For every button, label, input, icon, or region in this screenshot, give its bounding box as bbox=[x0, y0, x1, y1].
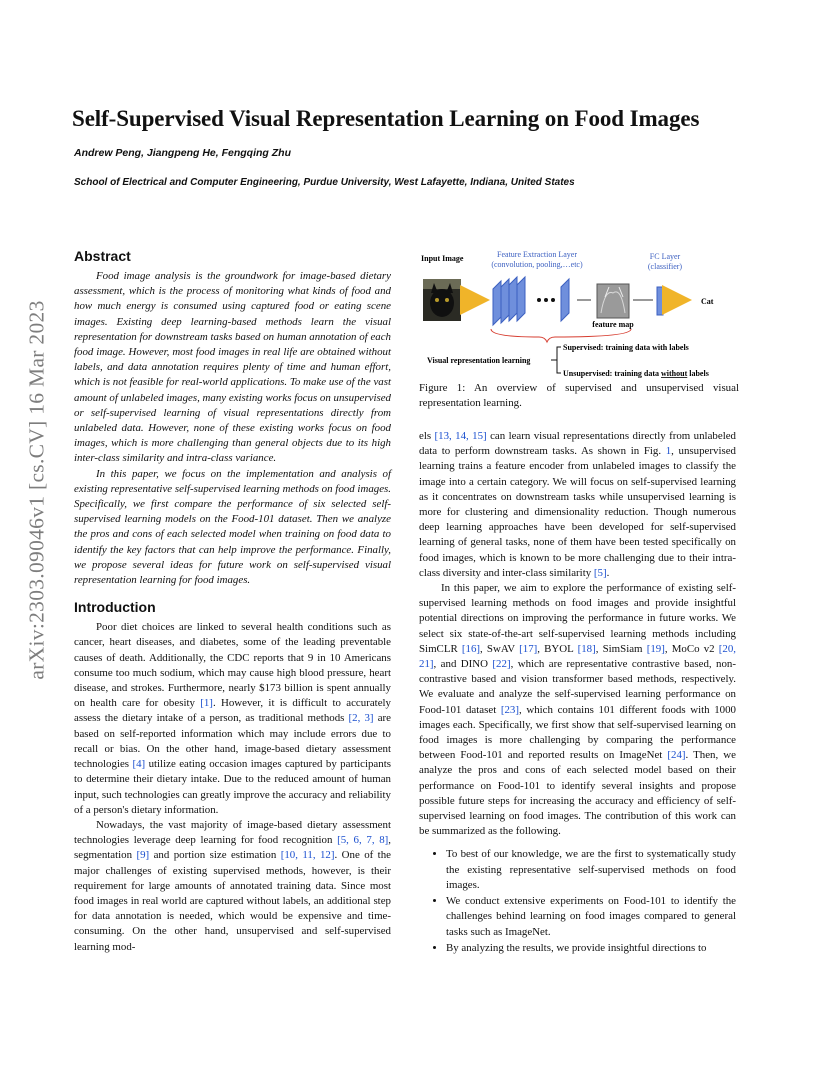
vrl-label: Visual representation learning bbox=[427, 356, 531, 365]
intro-paragraph-1: Poor diet choices are linked to several health conditions such as cancer, heart diseases, and diabetes, some of the leading preventable causes of death. Additionally, the CDC reports that 9 in 10 Americans consume too much sodium, which may cause high blood pressure, heart disease, and strokes. Furthermore, nearly $173 billion is spent annually on health care for obesity [1]. However, it is difficult to accurately assess the dietary intake of a person, as traditional methods [2, 3] are based on self-reported information which may include errors due to recall or bias. On the other hand, image-based dietary assessment technologies [4] utilize eating occasion images captured by participants to determine their dietary intake. Due to the reduced amount of human input, such technologies can greatly improve the accuracy and reliability of a person's dietary information. bbox=[74, 621, 391, 816]
feature-extraction-label: Feature Extraction Layer bbox=[497, 250, 577, 259]
right-column bbox=[419, 429, 736, 957]
bracket-curve bbox=[491, 329, 631, 342]
figure-1-diagram bbox=[419, 247, 739, 382]
citation-link[interactable]: [19] bbox=[646, 642, 665, 655]
citation-link[interactable]: [16] bbox=[461, 642, 481, 655]
figure-1-caption: Figure 1: An overview of supervised and unsupervised visual representation learning. bbox=[419, 382, 739, 409]
citation-link[interactable]: [10, 11, 12] bbox=[280, 849, 335, 862]
citation-link[interactable]: [1] bbox=[200, 697, 213, 710]
abstract-body bbox=[74, 269, 391, 588]
citation-link[interactable]: [5, 6, 7, 8] bbox=[337, 834, 389, 847]
arxiv-stamp bbox=[20, 280, 54, 700]
figure-1 bbox=[419, 247, 739, 382]
introduction-body bbox=[74, 620, 391, 954]
citation-link[interactable]: [20, 21] bbox=[419, 642, 736, 671]
contribution-item: • By analyzing the results, we provide insightful directions to bbox=[446, 941, 736, 956]
fc-layer-label: FC Layer bbox=[649, 252, 681, 261]
feature-map bbox=[597, 284, 629, 318]
right-paragraph-1: els [13, 14, 15] can learn visual representations directly from unlabeled data to perform downstream tasks. As shown in Fig. 1, unsupervised learning trains a feature encoder from unlabeled images to classify the image into a certain category. We will focus on self-supervised learning as it concentrates on downstream tasks while unsupervised learning is more for clustering and dimensionality reduction. Though numerous deep learning approaches have been developed for self-supervised learning of general tasks, none of them have been tested specifically on food images, which is known to be more challenging due to their intra-class diversity and inter-class similarity [5]. bbox=[419, 430, 737, 579]
paper-affiliation: School of Electrical and Computer Engineering, Purdue University, West Lafayette, Indiana, United States bbox=[74, 177, 575, 188]
citation-link[interactable]: 1 bbox=[665, 445, 672, 458]
contribution-item: • We conduct extensive experiments on Food-101 to identify the challenges behind learning on food images compared to general tasks such as ImageNet. bbox=[446, 894, 736, 940]
abstract-paragraph-2: In this paper, we focus on the implementation and analysis of existing representative self-supervised learning methods on food images. Specifically, we first compare the performance of six selected self-supervised learning models on the Food-101 dataset. Then we analyze the pros and cons of each selected model when training on food data to identify the key factors that can help improve the performance. Finally, we propose several ideas for future work on self-supervised visual representation learning for food images. bbox=[74, 467, 391, 587]
citation-link[interactable]: [5] bbox=[593, 566, 607, 579]
citation-link[interactable]: [22] bbox=[492, 658, 511, 671]
right-paragraph-2: In this paper, we aim to explore the performance of existing self-supervised learning methods on food images and provide insightful potential directions on improving the performance in future works. We select six state-of-the-art self-supervised learning methods including SimCLR [16], SwAV [17], BYOL [18], SimSiam [19], MoCo v2 [20, 21], and DINO [22], which are representative contrastive based, non-contrastive based and vision transformer based methods, respectively. We evaluate and analyze the self-supervised learning performance on Food-101 dataset [23], which contains 101 different foods with 1000 images each. Specifically, we first show that self-supervised learning on food images is more challenging by comparing the performance between Food-101 and reported results on ImageNet [24]. Then, we analyze the pros and cons of each selected model based on their performance on Food-101 to identify several insights and propose possible future steps for increasing the accuracy and efficiency of self-supervised learning on food images. The contribution of this work can be summarized as the following. bbox=[419, 582, 736, 838]
conv-layers bbox=[493, 277, 569, 325]
feature-map-label: feature map bbox=[592, 320, 634, 329]
contribution-item: • To best of our knowledge, we are the first to systematically study the existing representative self-supervised methods on food images. bbox=[446, 847, 736, 893]
left-column bbox=[74, 247, 391, 955]
feature-extraction-sublabel: (convolution, pooling,…etc) bbox=[491, 260, 583, 269]
paper-title: Self-Supervised Visual Representation Learning on Food Images bbox=[72, 106, 700, 131]
fc-layer-block bbox=[657, 287, 663, 315]
cat-photo bbox=[423, 279, 461, 321]
arxiv-stamp-text: arXiv:2303.09046v1 [cs.CV] 16 Mar 2023 bbox=[24, 300, 49, 680]
citation-link[interactable]: [23] bbox=[500, 703, 519, 716]
input-image-label: Input Image bbox=[421, 254, 464, 263]
output-label: Cat bbox=[701, 297, 714, 306]
introduction-heading: Introduction bbox=[74, 599, 156, 616]
citation-link[interactable]: [18] bbox=[577, 642, 596, 655]
citation-link[interactable]: [2, 3] bbox=[348, 712, 374, 725]
contributions-list bbox=[419, 847, 736, 955]
abstract-heading: Abstract bbox=[74, 248, 131, 264]
citation-link[interactable]: [17] bbox=[519, 642, 538, 655]
paper-authors: Andrew Peng, Jiangpeng He, Fengqing Zhu bbox=[74, 147, 292, 159]
citation-link[interactable]: [24] bbox=[667, 749, 686, 762]
intro-paragraph-2: Nowadays, the vast majority of image-based dietary assessment technologies leverage deep learning for food recognition [5, 6, 7, 8], segmentation [9] and portion size estimation [10, 11, 12]. One of the major challenges of existing supervised methods, however, is their requirement for large amounts of annotated training data. Since most food images in real world are captured without labels, an additional step for data annotation is needed, which would be expensive and time-consuming. On the other hand, unsupervised and self-supervised learning mod- bbox=[74, 818, 392, 953]
supervised-label: Supervised: training data with labels bbox=[563, 343, 689, 352]
branch-bracket bbox=[557, 347, 561, 373]
citation-link[interactable]: [4] bbox=[132, 758, 146, 771]
fc-layer-sublabel: (classifier) bbox=[647, 262, 683, 271]
citation-link[interactable]: [9] bbox=[136, 849, 150, 862]
citation-link[interactable]: [13, 14, 15] bbox=[434, 430, 487, 442]
abstract-paragraph-1: Food image analysis is the groundwork for image-based dietary assessment, which is the process of monitoring what kinds of food and how much energy is consumed using captured food or eating scene images. Existing deep learning-based methods learn the visual representation for downstream tasks based on human annotation of each food image. However, most food images in real life are obtained without labels, and data annotation requires plenty of time and human effort, which is not feasible for real-world applications. To make use of the vast amount of unlabeled images, many existing works focus on unsupervised or self-supervised learning of visual representations directly from unlabeled data. However, none of these existing works focus on food images, which is more challenging than general objects due to its high inter-class similarity and intra-class variance. bbox=[74, 270, 391, 465]
unsupervised-label: Unsupervised: training data without labels bbox=[563, 369, 709, 378]
